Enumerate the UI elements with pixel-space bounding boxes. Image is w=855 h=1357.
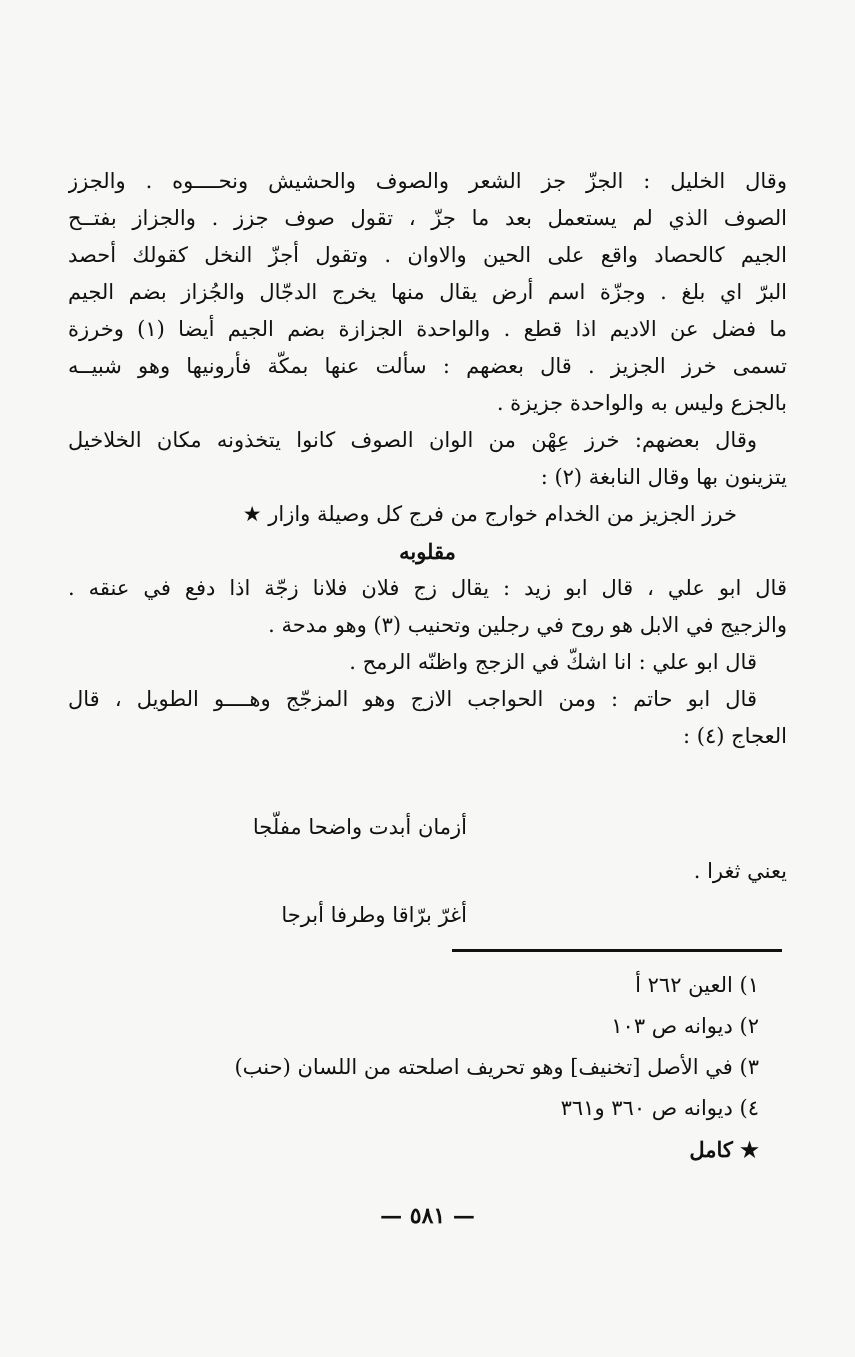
verse-line: خرز الجزيز من الخدام خوارج من فرج كل وصيلة وازار ★ bbox=[242, 502, 737, 526]
text-line: وقال الخليل : الجزّ جز الشعر والصوف والحشيش ونحــــوه . والجزز bbox=[68, 169, 787, 193]
text-line: قال ابو علي : انا اشكّ في الزجج واظنّه الرمح . bbox=[349, 650, 757, 674]
footnote-divider bbox=[452, 949, 782, 952]
footnote: ٣) في الأصل [تخنيف] وهو تحريف اصلحته من اللسان (حنب) bbox=[234, 1055, 759, 1079]
footnote-meter: ★ كامل bbox=[689, 1137, 759, 1162]
main-text bbox=[68, 163, 787, 755]
footnote: ٤) ديوانه ص ٣٦٠ و٣٦١ bbox=[560, 1096, 759, 1120]
text-line: الصوف الذي لم يستعمل بعد ما جزّ ، تقول صوف جزز . والجزاز بفتــح bbox=[68, 206, 787, 230]
page-number: — ٥٨١ — bbox=[380, 1203, 475, 1229]
footnotes bbox=[139, 965, 759, 1170]
text-line: والزجيج في الابل هو روح في رجلين وتحنيب (٣) وهو مدحة . bbox=[268, 613, 787, 637]
text-line: قال ابو حاتم : ومن الحواجب الازج وهو المزجّج وهــــو الطويل ، قال bbox=[68, 687, 757, 711]
footnote: ١) العين ٢٦٢ أ bbox=[635, 973, 759, 997]
text-line: وقال بعضهم: خرز عِهْن من الوان الصوف كانوا يتخذونه مكان الخلاخيل bbox=[68, 428, 757, 452]
section-heading: مقلوبه bbox=[399, 539, 456, 564]
text-line: بالجزع وليس به والواحدة جزيزة . bbox=[496, 391, 787, 415]
footnote: ٢) ديوانه ص ١٠٣ bbox=[611, 1014, 759, 1038]
text-line: ما فضل عن الاديم اذا قطع . والواحدة الجزازة بضم الجيم أيضا (١) وخرزة bbox=[68, 317, 787, 341]
text-line: قال ابو علي ، قال ابو زيد : يقال زج فلان فلانا زجّة اذا دفع في عنقه . bbox=[68, 576, 787, 600]
text-line: تسمى خرز الجزيز . قال بعضهم : سألت عنها بمكّة فأرونيها وهو شبيــه bbox=[68, 354, 787, 378]
poem-block bbox=[68, 805, 787, 937]
text-line: الجيم كالحصاد واقع على الحين والاوان . وتقول أجزّ النخل كقولك أحصد bbox=[68, 243, 787, 267]
poem-gloss: يعني ثغرا . bbox=[693, 859, 787, 883]
poem-line: أزمان أبدت واضحا مفلّجا bbox=[252, 815, 467, 839]
text-line: العجاج (٤) : bbox=[683, 724, 787, 748]
text-line: يتزينون بها وقال النابغة (٢) : bbox=[540, 465, 787, 489]
text-line: البرّ اي بلغ . وجزّة اسم أرض يقال منها يخرج الدجّال والجُزاز بضم الجيم bbox=[68, 280, 787, 304]
poem-line: أغرّ برّاقا وطرفا أبرجا bbox=[281, 903, 467, 927]
